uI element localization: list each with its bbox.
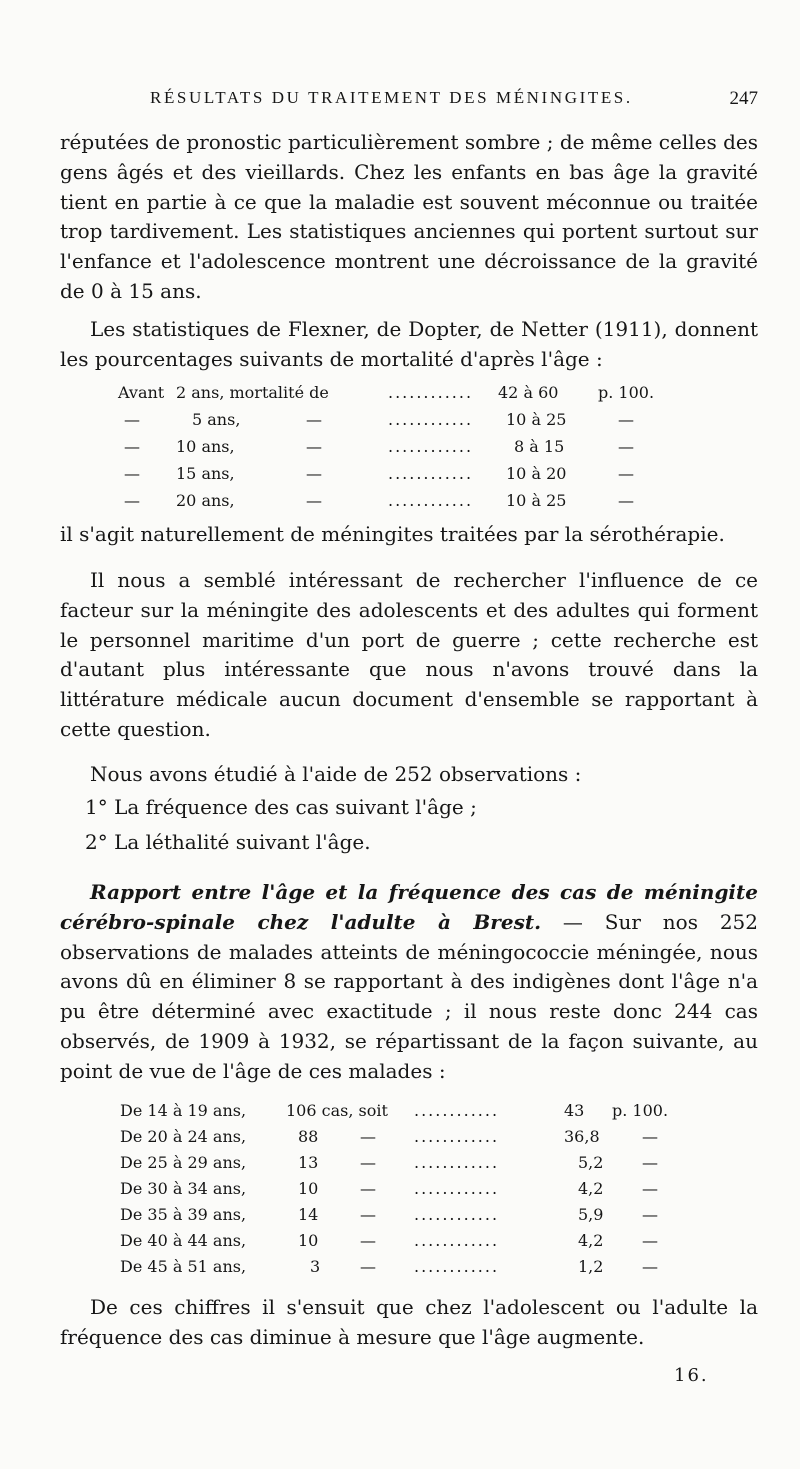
list-item-lethality: 2° La léthalité suivant l'âge.: [85, 830, 371, 854]
section-lead: Rapport entre l'âge et la fréquence des cas de méningite cérébro-spinale chez l'adulte à Brest.: [60, 880, 758, 934]
section-body: — Sur nos 252 observations de malades atteints de méningococcie méningée, nous avons dû en éliminer 8 se rapportant à des indigènes dont l'âge n'a pu être déterminé avec exactitude ; il nous reste donc 244 cas observés, de 1909 à 1932, se répartissant de la façon suivante, au point de vue de l'âge de ces malades :: [60, 909, 758, 1083]
paragraph-prognosis: réputées de pronostic particulièrement sombre ; de même celles des gens âgés et des vieillards. Chez les enfants en bas âge la gravité tient en partie à ce que la maladie est souvent méconnue ou traitée trop tardivement. Les statistiques anciennes qui portent surtout sur l'enfance et l'adolescence montrent une décroissance de la gravité de 0 à 15 ans.: [60, 130, 758, 303]
paragraph-brest: [60, 878, 758, 1087]
page-number: 247: [729, 88, 758, 109]
running-head: [60, 88, 758, 114]
signature-mark: 16.: [674, 1365, 709, 1386]
paragraph-observations: Nous avons étudié à l'aide de 252 observations :: [90, 762, 582, 786]
paragraph-statistics: Les statistiques de Flexner, de Dopter, de Netter (1911), donnent les pourcentages suivants de mortalité d'après l'âge :: [60, 317, 758, 371]
list-item-frequency: 1° La fréquence des cas suivant l'âge ;: [85, 795, 477, 819]
paragraph-serotherapy: il s'agit naturellement de méningites traitées par la sérothérapie.: [60, 522, 725, 546]
paragraph-conclusion: De ces chiffres il s'ensuit que chez l'adolescent ou l'adulte la fréquence des cas diminue à mesure que l'âge augmente.: [60, 1295, 758, 1349]
running-title: RÉSULTATS DU TRAITEMENT DES MÉNINGITES.: [150, 88, 633, 107]
paragraph-influence: Il nous a semblé intéressant de rechercher l'influence de ce facteur sur la méningite des adolescents et des adultes qui forment le personnel maritime d'un port de guerre ; cette recherche est d'autant plus intéressante que nous n'avons trouvé dans la littérature médicale aucun document d'ensemble se rapportant à cette question.: [60, 568, 758, 741]
document-page: RÉSULTATS DU TRAITEMENT DES MÉNINGITES. 247 réputées de pronostic particulièrement sombre ; de même celles des gens âgés et des vieillards. Chez les enfants en bas âge la gravité tient en partie à ce que la maladie est souvent méconnue ou traitée trop tardivement. Les statistiques anciennes qui portent surtout sur l'enfance et l'adolescence montrent une décroissance de la gravité de 0 à 15 ans. Les statistiques de Flexner, de Dopter, de Netter (1911), donnent les pourcentages suivants de mortalité d'après l'âge : Avant 2 ans, mortalité de ............ 42 à 60 p. 100. — 5 ans, — ............ 10 à 25 — — 10 ans, — ............ 8 à 15 — — 15 ans, — ............ 10 à 20 — — 20 ans, — ............ 10 à 25 — il s'agit naturellement de méningites traitées par la sérothérapie. Il nous a semblé intéressant de rechercher l'influence de ce facteur sur la méningite des adolescents et des adultes qui forment le personnel maritime d'un port de guerre ; cette recherche est d'autant plus intéressante que nous n'avons trouvé dans la littérature médicale aucun document d'ensemble se rapportant à cette question. Nous avons étudié à l'aide de 252 observations : 1° La fréquence des cas suivant l'âge ; 2° La léthalité suivant l'âge. Rapport entre l'âge et la fréquence des cas de méningite cérébro-spinale chez l'adulte à Brest. — Sur nos 252 observations de malades atteints de méningococcie méningée, nous avons dû en éliminer 8 se rapportant à des indigènes dont l'âge n'a pu être déterminé avec exactitude ; il nous reste donc 244 cas observés, de 1909 à 1932, se répartissant de la façon suivante, au point de vue de l'âge de ces malades : De 14 à 19 ans, 106 cas, soit ............ 43 p. 100. De 20 à 24 ans, 88 — ............ 36,8 — De 25 à 29 ans, 13 — ............ 5,2 — De 30 à 34 ans, 10 — ............ 4,2 — De 35 à 39 ans, 14 — ............ 5,9 — De 40 à 44 ans, 10 — ............ 4,2 — De 45 à 51 ans, 3 — ............ 1,2 — De ces chiffres il s'ensuit que chez l'adolescent ou l'adulte la fréquence des cas diminue à mesure que l'âge augmente. 16.: [60, 88, 758, 1386]
